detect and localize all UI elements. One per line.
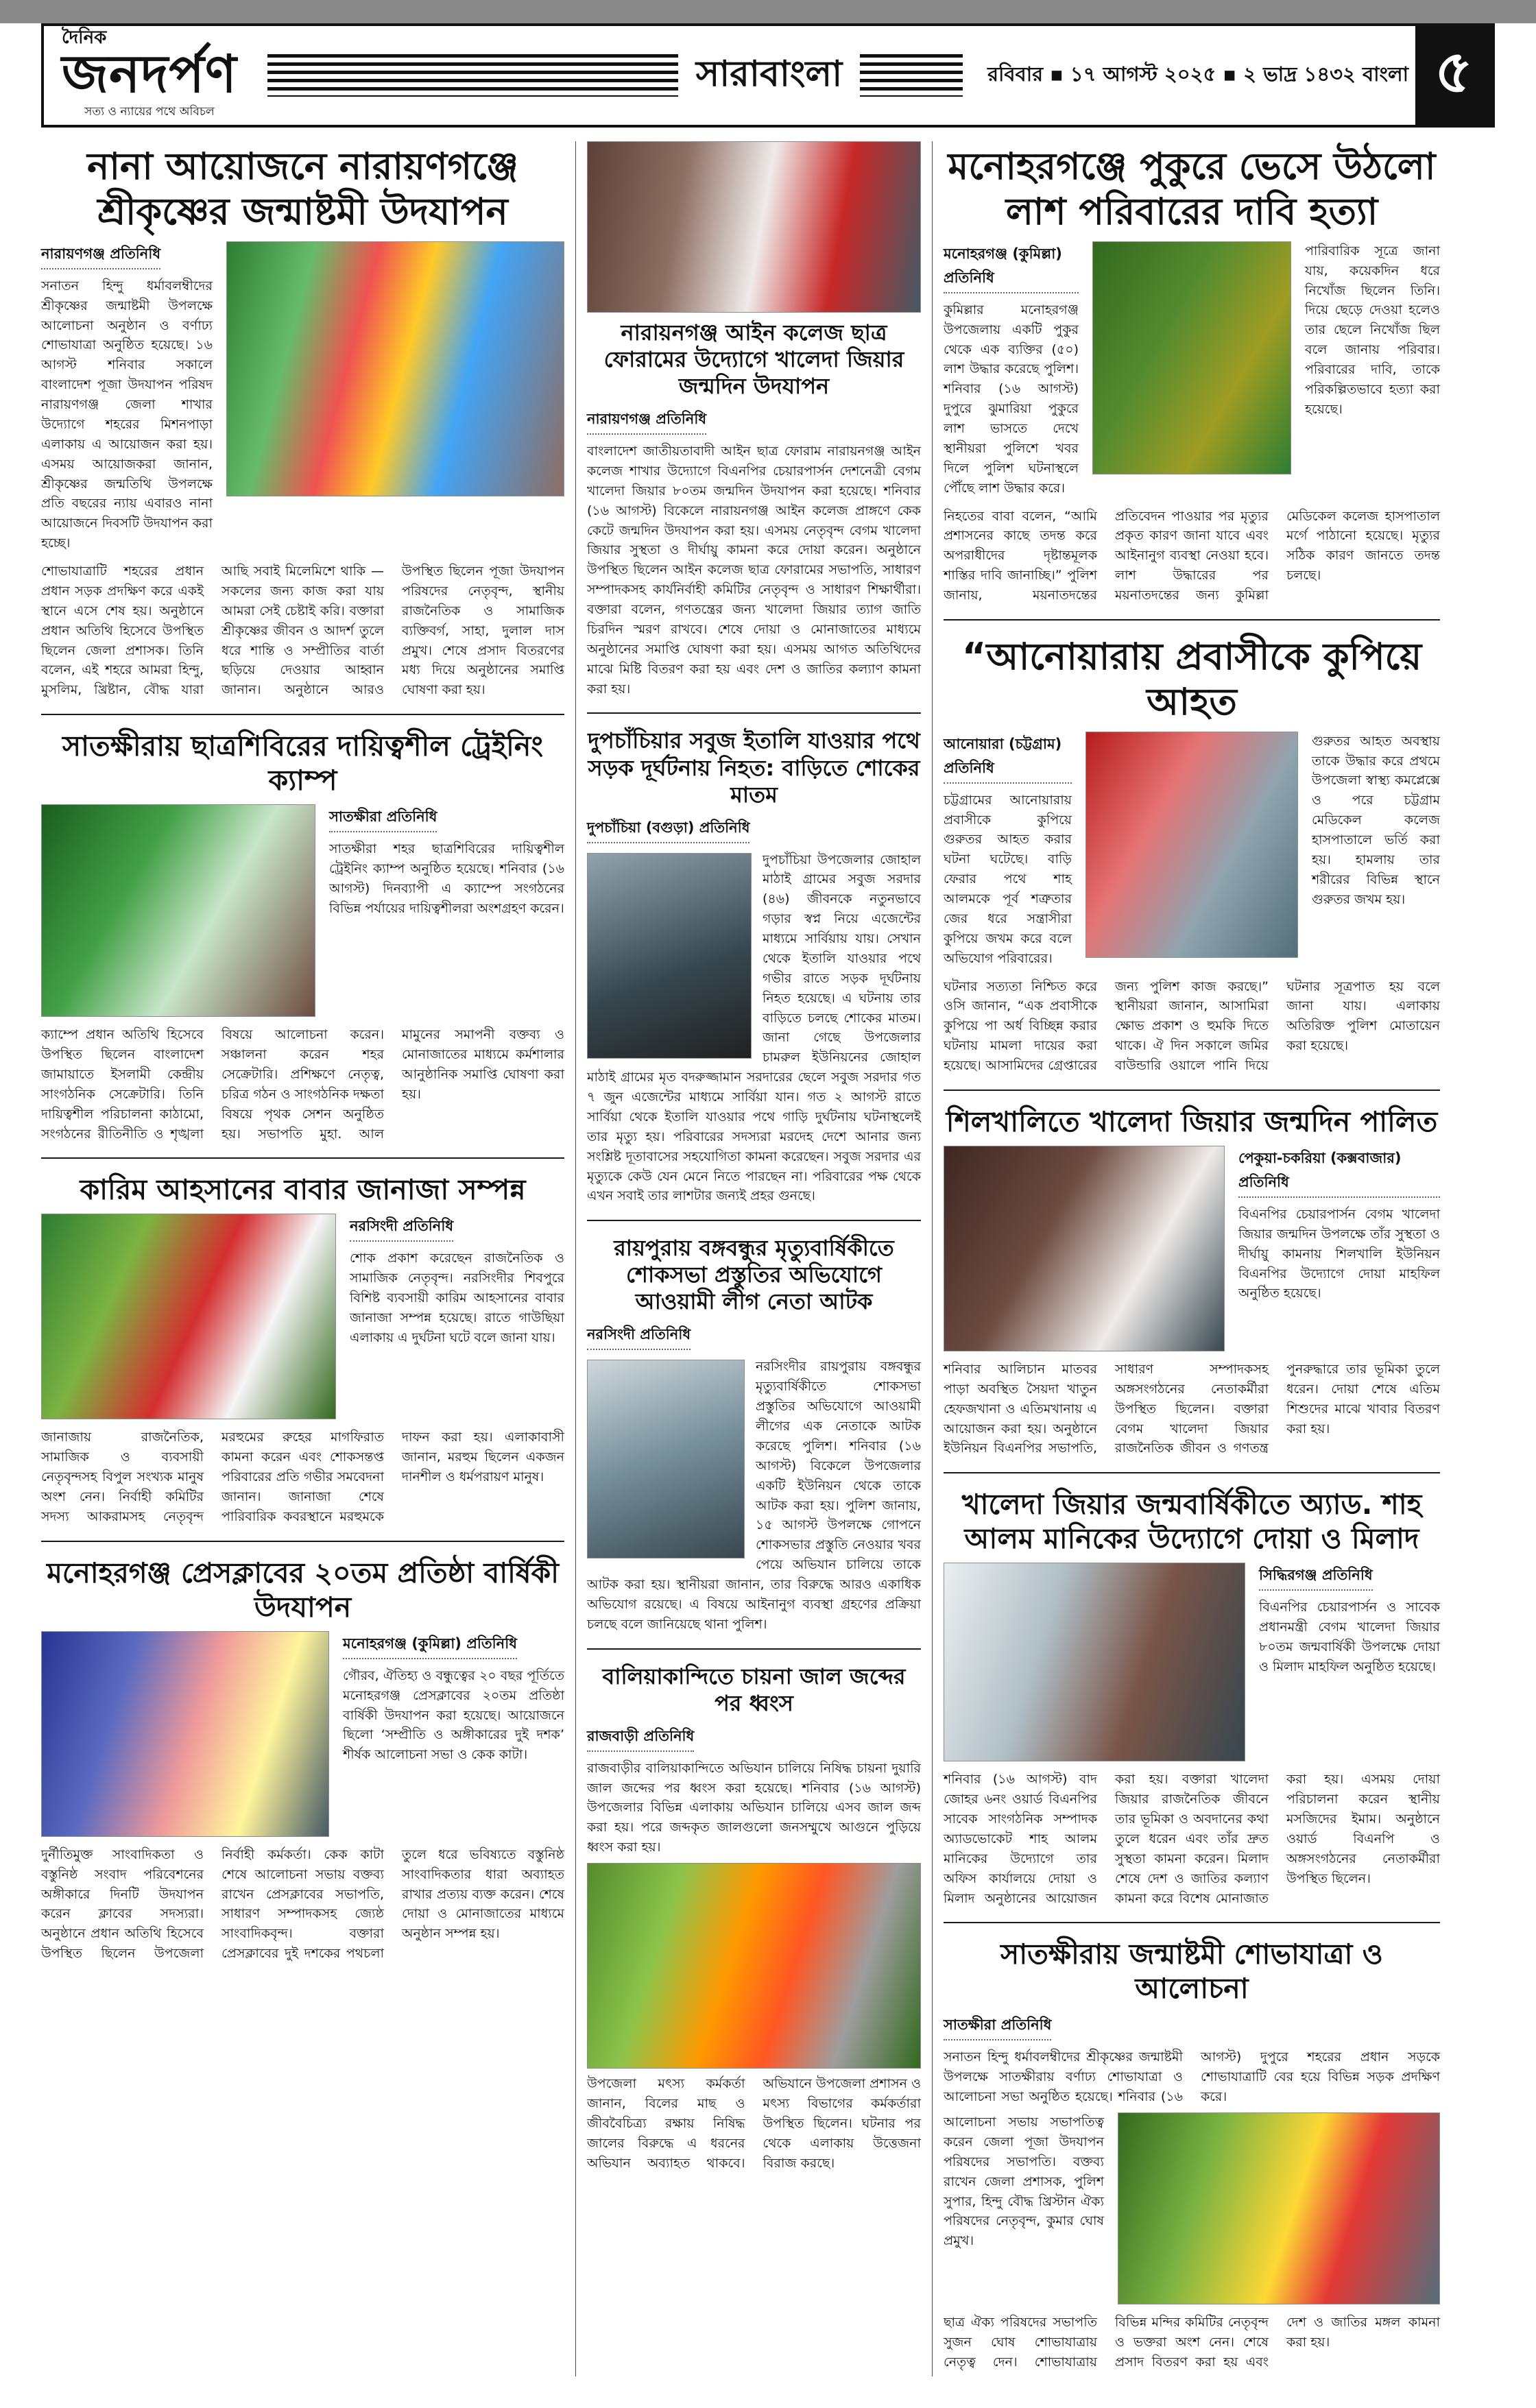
headline: দুপচাঁচিয়ার সবুজ ইতালি যাওয়ার পথে সড়ক দূর্ঘটনায় নিহত: বাড়িতে শোকের মাতম bbox=[588, 727, 920, 808]
article-body: বাংলাদেশ জাতীয়তাবাদী আইন ছাত্র ফোরাম নারায়নগঞ্জ আইন কলেজ শাখার উদ্যোগে বিএনপির চেয়ারপার্সন দেশনেত্রী বেগম খালেদা জিয়ার ৮০তম জন্মদিন উদযাপন করা হয়েছে। শনিবার (১৬ আগস্ট) বিকেলে নারায়নগঞ্জ আইন কলেজ প্রাঙ্গণে কেক কেটে জন্মদিন উদযাপন করা হয়। এসময় নেতৃবৃন্দ বেগম খালেদা জিয়ার সুস্থতা ও দীর্ঘায়ু কামনা করে দোয়া করেন। অনুষ্ঠানে উপস্থিত ছিলেন আইন কলেজ ছাত্র ফোরামের সভাপতি, সাধারণ সম্পাদকসহ কার্যনির্বাহী কমিটির নেতৃবৃন্দ ও সাধারণ শিক্ষার্থীরা। বক্তারা বলেন, গণতন্ত্রের জন্য খালেদা জিয়ার ত্যাগ জাতি চিরদিন স্মরণ রাখবে। শেষে দোয়া ও মোনাজাতের মাধ্যমে অনুষ্ঠানের সমাপ্তি ঘোষণা করা হয়। এসময় আগত অতিথিদের মাঝে মিষ্টি বিতরণ করা হয় এবং দেশ ও জাতির কল্যাণ কামনা করা হয়। bbox=[587, 444, 921, 697]
article-body: আলোচনা সভায় সভাপতিত্ব করেন জেলা পূজা উদযাপন পরিষদের সভাপতি। বক্তব্য রাখেন জেলা প্রশাসক, পুলিশ সুপার, হিন্দু বৌদ্ধ খ্রিস্টান ঐক্য পরিষদের নেতৃবৃন্দ, কুমার ঘোষ প্রমুখ। bbox=[944, 2115, 1104, 2249]
article-lead: গৌরব, ঐতিহ্য ও বন্ধুত্বের ২০ বছর পূর্তিতে মনোহরগঞ্জ প্রেসক্লাবের ২০তম প্রতিষ্ঠা বার্ষিকী উদযাপন করা হয়েছে। আয়োজনে ছিলো ‘সম্প্রীতি ও অঙ্গীকারের দুই দশক’ শীর্ষক আলোচনা সভা ও কেক কাটা। bbox=[343, 1667, 564, 1763]
article-body-wrap bbox=[587, 1357, 921, 1634]
headline: সাতক্ষীরায় ছাত্রশিবিরের দায়িত্বশীল ট্রেইনিং ক্যাম্প bbox=[62, 730, 543, 797]
article-body-continued: ছাত্র ঐক্য পরিষদের সভাপতি সুজন ঘোষ শোভাযাত্রায় নেতৃত্ব দেন। শোভাযাত্রায় বিভিন্ন মন্দির কমিটির নেতৃবৃন্দ ও ভক্তরা অংশ নেন। শেষে প্রসাদ বিতরণ করা হয় এবং দেশ ও জাতির মঙ্গল কামনা করা হয়। bbox=[944, 2315, 1440, 2370]
byline: নারায়ণগঞ্জ প্রতিনিধি bbox=[41, 243, 160, 269]
photo-law-college-event bbox=[587, 141, 921, 313]
photo-pond-body-recovery bbox=[1092, 241, 1291, 474]
article-anowara-expat-attacked bbox=[944, 619, 1440, 1076]
byline: পেকুয়া-চকরিয়া (কক্সবাজার) প্রতিনিধি bbox=[1238, 1147, 1440, 1198]
column-left bbox=[41, 141, 576, 2376]
article-lead: সাতক্ষীরা শহর ছাত্রশিবিরের দায়িত্বশীল ট্রেইনিং ক্যাম্প অনুষ্ঠিত হয়েছে। শনিবার (১৬ আগস্ট) দিনব্যাপী এ ক্যাম্পে সংগঠনের বিভিন্ন পর্যায়ের দায়িত্বশীলরা অংশগ্রহণ করেন। bbox=[329, 841, 564, 916]
article-shilkhali-birthday bbox=[944, 1089, 1440, 1458]
headline: বালিয়াকান্দিতে চায়না জাল জব্দের পর ধ্বংস bbox=[602, 1663, 906, 1716]
article-body: জানাজায় রাজনৈতিক, সামাজিক ও ব্যবসায়ী নেতৃবৃন্দসহ বিপুল সংখ্যক মানুষ অংশ নেন। নির্বাহী কমিটির সদস্য আকরামসহ নেতৃবৃন্দ মরহুমের রুহের মাগফিরাত কামনা করেন এবং শোকসন্তপ্ত পরিবারের প্রতি গভীর সমবেদনা জানান। জানাজা শেষে পারিবারিক কবরস্থানে মরহুমকে দাফন করা হয়। এলাকাবাসী জানান, মরহুম ছিলেন একজন দানশীল ও ধর্মপরায়ণ মানুষ। bbox=[41, 1430, 564, 1524]
article-body: দুপচাঁচিয়া উপজেলার জোহাল মাঠাই গ্রামের সবুজ সরদার (৪৬) জীবনকে নতুনভাবে গড়ার স্বপ্ন নিয়ে এজেন্টের মাধ্যমে সার্বিয়ায় যায়। সেখান থেকে ইতালি যাওয়ার পথে গভীর রাতে সড়ক দূর্ঘটনায় নিহত হয়েছে। এ ঘটনায় তার বাড়িতে চলছে শোকের মাতম। জানা গেছে উপজেলার চামরুল ইউনিয়নের জোহাল মাঠাই গ্রামের মৃত বদরুজ্জামান সরদারের ছেলে সবুজ সরদার গত ৭ জুন এজেন্টের মাধ্যমে সার্বিয়া যান। গত ২ আগস্ট রাতে সার্বিয়া থেকে ইতালি যাওয়ার পথে গাড়ি দুর্ঘটনায় ঘটনাস্থলেই তার মৃত্যু হয়। পরিবারের সদস্যরা মরদেহ দেশে আনার জন্য সংশ্লিষ্ট দূতাবাসের সহযোগিতা কামনা করেছেন। সবুজ সরদার এর মৃত্যুকে কেউ যেন মেনে নিতে পারছেন না। পরিবারের পক্ষ থেকে এখন সবাই তার লাশটার জন্যই প্রহর গুনছে। bbox=[587, 852, 921, 1204]
article-body: রাজবাড়ীর বালিয়াকান্দিতে অভিযান চালিয়ে নিষিদ্ধ চায়না দুয়ারি জাল জব্দের পর ধ্বংস করা হয়েছে। শনিবার (১৬ আগস্ট) উপজেলার বিভিন্ন এলাকায় অভিযান চালিয়ে এসব জাল জব্দ করা হয়। পরে জব্দকৃত জালগুলো জনসম্মুখে আগুনে পুড়িয়ে ধ্বংস করা হয়। bbox=[587, 1760, 921, 1855]
newspaper-logo bbox=[44, 26, 250, 125]
byline: রাজবাড়ী প্রতিনিধি bbox=[587, 1725, 694, 1752]
article-lead: শোক প্রকাশ করেছেন রাজনৈতিক ও সামাজিক নেতৃবৃন্দ। নরসিংদীর শিবপুরে বিশিষ্ট ব্যবসায়ী কারিম আহসানের বাবার জানাজা সম্পন্ন হয়েছে। রাতে গাউছিয়া এলাকায় এ দুর্ঘটনা ঘটে বলে জানা যায়। bbox=[350, 1251, 564, 1345]
headline: শিলখালিতে খালেদা জিয়ার জন্মদিন পালিত bbox=[946, 1105, 1438, 1138]
article-lead-2: পারিবারিক সূত্রে জানা যায়, কয়েকদিন ধরে নিখোঁজ ছিলেন তিনি। দিয়ে ছেড়ে দেওয়া হলেও তার ছেলে নিখোঁজ ছিল বলে জানায় পরিবার। পরিবারের দাবি, তাকে পরিকল্পিতভাবে হত্যা করা হয়েছে। bbox=[1305, 243, 1440, 417]
article-janmashtami-narayanganj bbox=[41, 144, 564, 700]
article-lead: বিএনপির চেয়ারপার্সন ও সাবেক প্রধানমন্ত্রী বেগম খালেদা জিয়ার ৮০তম জন্মবার্ষিকী উপলক্ষে দোয়া ও মিলাদ মাহফিল অনুষ্ঠিত হয়েছে। bbox=[1259, 1600, 1440, 1674]
photo-injury bbox=[1085, 732, 1298, 958]
byline: মনোহরগঞ্জ (কুমিল্লা) প্রতিনিধি bbox=[944, 243, 1079, 293]
byline: আনোয়ারা (চট্টগ্রাম) প্রতিনিধি bbox=[944, 733, 1072, 784]
headline: “আনোয়ারায় প্রবাসীকে কুপিয়ে আহত bbox=[961, 634, 1422, 723]
main-content bbox=[0, 128, 1536, 2408]
article-lead: সনাতন হিন্দু ধর্মাবলম্বীদের শ্রীকৃষ্ণের জন্মাষ্টমী উপলক্ষে আলোচনা অনুষ্ঠান ও বর্ণাঢ্য শোভাযাত্রা অনুষ্ঠিত হয়েছে। ১৬ আগস্ট শনিবার সকালে বাংলাদেশ পূজা উদযাপন পরিষদ নারায়ণগঞ্জ জেলা শাখার উদ্যোগে শহরের মিশনপাড়া এলাকায় এ আয়োজন করা হয়। এসময় আয়োজকরা জানান, শ্রীকৃষ্ণের জন্মতিথি উপলক্ষে প্রতি বছরের ন্যায় এবারও নানা আয়োজনে দিবসটি উদযাপন করা হচ্ছে। bbox=[41, 278, 213, 551]
byline: সাতক্ষীরা প্রতিনিধি bbox=[944, 2014, 1051, 2040]
article-body: ঘটনার সত্যতা নিশ্চিত করে ওসি জানান, “এক প্রবাসীকে কুপিয়ে পা অর্ধ বিচ্ছিন্ন করার ঘটনায় মামলা দায়ের করা হয়েছে। আসামিদের গ্রেপ্তারের জন্য পুলিশ কাজ করছে।” স্থানীয়রা জানান, আসামিরা ক্ষোভ প্রকাশ ও হুমকি দিতে থাকে। ঐ দিন সকালে জমির বাউন্ডারি ওয়ালে পানি দিয়ে ঘটনার সূত্রপাত হয় বলে জানা যায়। এলাকায় অতিরিক্ত পুলিশ মোতায়েন করা হয়েছে। bbox=[944, 978, 1440, 1073]
article-raypura-arrest bbox=[587, 1220, 921, 1634]
headline: সাতক্ষীরায় জন্মাষ্টমী শোভাযাত্রা ও আলোচনা bbox=[1000, 1938, 1383, 2006]
byline: সাতক্ষীরা প্রতিনিধি bbox=[329, 806, 437, 832]
column-middle bbox=[576, 141, 933, 2376]
article-body: শোভাযাত্রাটি শহরের প্রধান প্রধান সড়ক প্রদক্ষিণ করে একই স্থানে এসে শেষ হয়। অনুষ্ঠানে প্রধান অতিথি হিসেবে উপস্থিত ছিলেন জেলা প্রশাসক। তিনি বলেন, এই শহরে আমরা হিন্দু, মুসলিম, খ্রিষ্টান, বৌদ্ধ যারা আছি সবাই মিলেমিশে থাকি — সকলের জন্য কাজ করা যায় আমরা সেই চেষ্টাই করি। বক্তারা শ্রীকৃষ্ণের জীবন ও আদর্শ তুলে ধরে শান্তি ও সম্প্রীতির বার্তা ছড়িয়ে দেওয়ার আহ্বান জানান। অনুষ্ঠানে আরও উপস্থিত ছিলেন পূজা উদযাপন পরিষদের নেতৃবৃন্দ, স্থানীয় রাজনৈতিক ও সামাজিক ব্যক্তিবর্গ, সাহা, দুলাল দাস প্রমুখ। শেষে প্রসাদ বিতরণের মধ্য দিয়ে অনুষ্ঠানের সমাপ্তি ঘোষণা করা হয়। bbox=[41, 564, 564, 698]
headline: মনোহরগঞ্জ প্রেসক্লাবের ২০তম প্রতিষ্ঠা বার্ষিকী উদযাপন bbox=[47, 1556, 559, 1624]
headline: মনোহরগঞ্জে পুকুরে ভেসে উঠলো লাশ পরিবারের দাবি হত্যা bbox=[948, 145, 1436, 233]
article-body: শনিবার (১৬ আগস্ট) বাদ জোহর ৬নং ওয়ার্ড বিএনপির সাবেক সাংগঠনিক সম্পাদক অ্যাডভোকেট শাহ আলম মানিকের উদ্যোগে তার অফিস কার্যালয়ে দোয়া ও মিলাদ অনুষ্ঠানের আয়োজন করা হয়। বক্তারা খালেদা জিয়ার রাজনৈতিক জীবনে তার ভূমিকা ও অবদানের কথা তুলে ধরেন এবং তাঁর দ্রুত সুস্থতা কামনা করেন। মিলাদ শেষে দেশ ও জাতির কল্যাণ কামনা করে বিশেষ মোনাজাত করা হয়। এসময় দোয়া পরিচালনা করেন স্থানীয় মসজিদের ইমাম। অনুষ্ঠানে ওয়ার্ড বিএনপি ও অঙ্গসংগঠনের নেতাকর্মীরা উপস্থিত ছিলেন। bbox=[944, 1772, 1440, 1906]
headline: খালেদা জিয়ার জন্মবার্ষিকীতে অ্যাড. শাহ আলম মানিকের উদ্যোগে দোয়া ও মিলাদ bbox=[961, 1488, 1422, 1556]
article-shibir-training-camp bbox=[41, 714, 564, 1144]
article-pressclub-anniversary bbox=[41, 1541, 564, 1964]
headline: নারায়নগঞ্জ আইন কলেজ ছাত্র ফোরামের উদ্যোগে খালেদা জিয়ার জন্মদিন উদযাপন bbox=[603, 320, 904, 400]
headline: নানা আয়োজনে নারায়ণগঞ্জে শ্রীকৃষ্ণের জন্মাষ্টমী উদযাপন bbox=[87, 145, 518, 233]
page-number: ৫ bbox=[1415, 26, 1492, 125]
photo-janmashtami-rally bbox=[226, 241, 564, 496]
article-karim-janaza bbox=[41, 1157, 564, 1526]
dateline: রবিবার ▪ ১৭ আগস্ট ২০২৫ ▪ ২ ভাদ্র ১৪৩২ বাংলা bbox=[987, 62, 1408, 86]
photo-pressclub-celebration bbox=[41, 1631, 329, 1837]
photo-janaza-gathering bbox=[41, 1214, 336, 1419]
article-body: ক্যাম্পে প্রধান অতিথি হিসেবে উপস্থিত ছিলেন বাংলাদেশ জামায়াতে ইসলামী কেন্দ্রীয় সাংগঠনিক সেক্রেটারি। তিনি দায়িত্বশীল পরিচালনা কাঠামো, সংগঠনের রীতিনীতি ও শৃঙ্খলা বিষয়ে আলোচনা করেন। সঞ্চালনা করেন শহর সেক্রেটারি। প্রশিক্ষণে নেতৃত্ব, চরিত্র গঠন ও সাংগঠনিক দক্ষতা বিষয়ে পৃথক সেশন অনুষ্ঠিত হয়। সভাপতি মুহা. আল মামুনের সমাপনী বক্তব্য ও মোনাজাতের মাধ্যমে কর্মশালার আনুষ্ঠানিক সমাপ্তি ঘোষণা করা হয়। bbox=[41, 1027, 564, 1142]
byline: দুপচাঁচিয়া (বগুড়া) প্রতিনিধি bbox=[587, 817, 749, 843]
article-lead: চট্টগ্রামের আনোয়ারায় প্রবাসীকে কুপিয়ে গুরুতর আহত করার ঘটনা ঘটেছে। বাড়ি ফেরার পথে শাহ আলমকে পূর্ব শত্রুতার জের ধরে সন্ত্রাসীরা কুপিয়ে জখম করে বলে অভিযোগ পরিবারের। bbox=[944, 792, 1072, 966]
article-dupchanchia-accident bbox=[587, 712, 921, 1206]
article-ain-college-birthday bbox=[587, 141, 921, 699]
photo-sobuj-portrait bbox=[587, 853, 752, 1059]
photo-office-milad bbox=[944, 1563, 1245, 1761]
article-baliakandi-nets bbox=[587, 1648, 921, 2174]
photo-training-camp bbox=[41, 804, 315, 1017]
article-adv-shah-alam-milad bbox=[944, 1472, 1440, 1908]
column-right bbox=[933, 141, 1440, 2376]
article-body: নরসিংদীর রায়পুরায় বঙ্গবন্ধুর মৃত্যুবার্ষিকীতে শোকসভা প্রস্তুতির অভিযোগে আওয়ামী লীগের এক নেতাকে আটক করেছে পুলিশ। শনিবার (১৬ আগস্ট) বিকেলে উপজেলার একটি ইউনিয়ন থেকে তাকে আটক করা হয়। পুলিশ জানায়, ১৫ আগস্ট উপলক্ষে গোপনে শোকসভার প্রস্তুতি নেওয়ার খবর পেয়ে অভিযান চালিয়ে তাকে আটক করা হয়। স্থানীয়রা জানান, তার বিরুদ্ধে আরও একাধিক অভিযোগ রয়েছে। এ বিষয়ে আইনানুগ ব্যবস্থা গ্রহণের প্রক্রিয়া চলছে বলে জানিয়েছে থানা পুলিশ। bbox=[587, 1359, 921, 1632]
photo-burning-china-nets bbox=[587, 1863, 921, 2069]
article-monohorganj-body-recovery bbox=[944, 144, 1440, 605]
article-satkhira-janmashtami bbox=[944, 1922, 1440, 2372]
byline: নারায়ণগঞ্জ প্রতিনিধি bbox=[587, 408, 706, 435]
masthead bbox=[41, 23, 1495, 128]
headline: রায়পুরায় বঙ্গবন্ধুর মৃত্যুবার্ষিকীতে শোকসভা প্রস্তুতির অভিযোগে আওয়ামী লীগ নেতা আটক bbox=[614, 1235, 894, 1315]
article-body: শনিবার আলিচান মাতবর পাড়া অবস্থিত সৈয়দা খাতুন হেফজখানা ও এতিমখানায় এ আয়োজন করা হয়। অনুষ্ঠানে ইউনিয়ন বিএনপির সভাপতি, সাধারণ সম্পাদকসহ অঙ্গসংগঠনের নেতাকর্মীরা উপস্থিত ছিলেন। বক্তারা বেগম খালেদা জিয়ার রাজনৈতিক জীবন ও গণতন্ত্র পুনরুদ্ধারে তার ভূমিকা তুলে ধরেন। দোয়া শেষে এতিম শিশুদের মাঝে খাবার বিতরণ করা হয়। bbox=[944, 1361, 1440, 1456]
byline: সিদ্ধিরগঞ্জ প্রতিনিধি bbox=[1259, 1564, 1373, 1591]
article-lead: সনাতন হিন্দু ধর্মাবলম্বীদের শ্রীকৃষ্ণের জন্মাষ্টমী উপলক্ষে সাতক্ষীরায় বর্ণাঢ্য শোভাযাত্রা ও আলোচনা সভা অনুষ্ঠিত হয়েছে। শনিবার (১৬ আগস্ট) দুপুরে শহরের প্রধান সড়কে শোভাযাত্রাটি বের হয়ে বিভিন্ন সড়ক প্রদক্ষিণ করে। bbox=[944, 2049, 1440, 2105]
photo-dua-mahfil bbox=[944, 1146, 1225, 1351]
article-body: নিহতের বাবা বলেন, “আমি প্রশাসনের কাছে তদন্ত করে অপরাধীদের দৃষ্টান্তমূলক শাস্তির দাবি জানাচ্ছি।” পুলিশ জানায়, ময়নাতদন্তের প্রতিবেদন পাওয়ার পর মৃত্যুর প্রকৃত কারণ জানা যাবে এবং আইনানুগ ব্যবস্থা নেওয়া হবে। লাশ উদ্ধারের পর ময়নাতদন্তের জন্য কুমিল্লা মেডিকেল কলেজ হাসপাতাল মর্গে পাঠানো হয়েছে। মৃত্যুর সঠিক কারণ জানতে তদন্ত চলছে। bbox=[944, 508, 1440, 603]
section-title: সারাবাংলা bbox=[695, 53, 843, 95]
photo-detained-leader-portrait bbox=[587, 1360, 745, 1558]
article-body: দুর্নীতিমুক্ত সাংবাদিকতা ও বস্তুনিষ্ঠ সংবাদ পরিবেশনের অঙ্গীকারে দিনটি উদযাপন করেন ক্লাবের সদস্যরা। অনুষ্ঠানে প্রধান অতিথি হিসেবে উপস্থিত ছিলেন উপজেলা নির্বাহী কর্মকর্তা। কেক কাটা শেষে আলোচনা সভায় বক্তব্য রাখেন প্রেসক্লাবের সভাপতি, সাধারণ সম্পাদকসহ জ্যেষ্ঠ সাংবাদিকবৃন্দ। বক্তারা প্রেসক্লাবের দুই দশকের পথচলা তুলে ধরে ভবিষ্যতে বস্তুনিষ্ঠ সাংবাদিকতার ধারা অব্যাহত রাখার প্রত্যয় ব্যক্ত করেন। শেষে দোয়া ও মোনাজাতের মাধ্যমে অনুষ্ঠান সম্পন্ন হয়। bbox=[41, 1846, 564, 1962]
article-body-continued: উপজেলা মৎস্য কর্মকর্তা জানান, বিলের মাছ ও জীববৈচিত্র্য রক্ষায় নিষিদ্ধ জালের বিরুদ্ধে এ ধরনের অভিযান অব্যাহত থাকবে। অভিযানে উপজেলা প্রশাসন ও মৎস্য বিভাগের কর্মকর্তারা উপস্থিত ছিলেন। ঘটনার পর থেকে এলাকায় উত্তেজনা বিরাজ করছে। bbox=[587, 2076, 921, 2171]
article-lead: কুমিল্লার মনোহরগঞ্জ উপজেলায় একটি পুকুর থেকে এক ব্যক্তির (৫০) লাশ উদ্ধার করেছে পুলিশ। শনিবার (১৬ আগস্ট) দুপুরে ঝুমারিয়া পুকুরে লাশ ভাসতে দেখে স্থানীয়রা পুলিশে খবর দিলে পুলিশ ঘটনাস্থলে পৌঁছে লাশ উদ্ধার করে। bbox=[944, 302, 1079, 496]
newspaper-page bbox=[0, 23, 1536, 2408]
headline: কারিম আহসানের বাবার জানাজা সম্পন্ন bbox=[80, 1173, 526, 1207]
masthead-rule-lines-left bbox=[267, 54, 678, 97]
byline: মনোহরগঞ্জ (কুমিল্লা) প্রতিনিধি bbox=[343, 1633, 517, 1659]
byline: নরসিংদী প্রতিনিধি bbox=[587, 1323, 691, 1350]
logo-tagline: সত্য ও ন্যায়ের পথে অবিচল bbox=[84, 104, 215, 119]
photo-shobhajatra-banner bbox=[1118, 2112, 1440, 2304]
logo-name: জনদর্পণ bbox=[62, 43, 237, 105]
article-lead-2: গুরুতর আহত অবস্থায় তাকে উদ্ধার করে প্রথমে উপজেলা স্বাস্থ্য কমপ্লেক্সে ও পরে চট্টগ্রাম মেডিকেল কলেজ হাসপাতালে ভর্তি করা হয়। হামলায় তার শরীরের বিভিন্ন স্থানে গুরুতর জখম হয়। bbox=[1312, 733, 1440, 907]
article-body-wrap bbox=[587, 850, 921, 1207]
byline: নরসিংদী প্রতিনিধি bbox=[350, 1215, 453, 1242]
article-lead: বিএনপির চেয়ারপার্সন বেগম খালেদা জিয়ার জন্মদিন উপলক্ষে তাঁর সুস্থতা ও দীর্ঘায়ু কামনায় শিলখালি ইউনিয়ন বিএনপির উদ্যোগে দোয়া মাহফিল অনুষ্ঠিত হয়েছে। bbox=[1238, 1206, 1440, 1301]
logo-prefix: দৈনিক bbox=[62, 27, 107, 49]
masthead-rule-lines-right bbox=[860, 54, 963, 97]
